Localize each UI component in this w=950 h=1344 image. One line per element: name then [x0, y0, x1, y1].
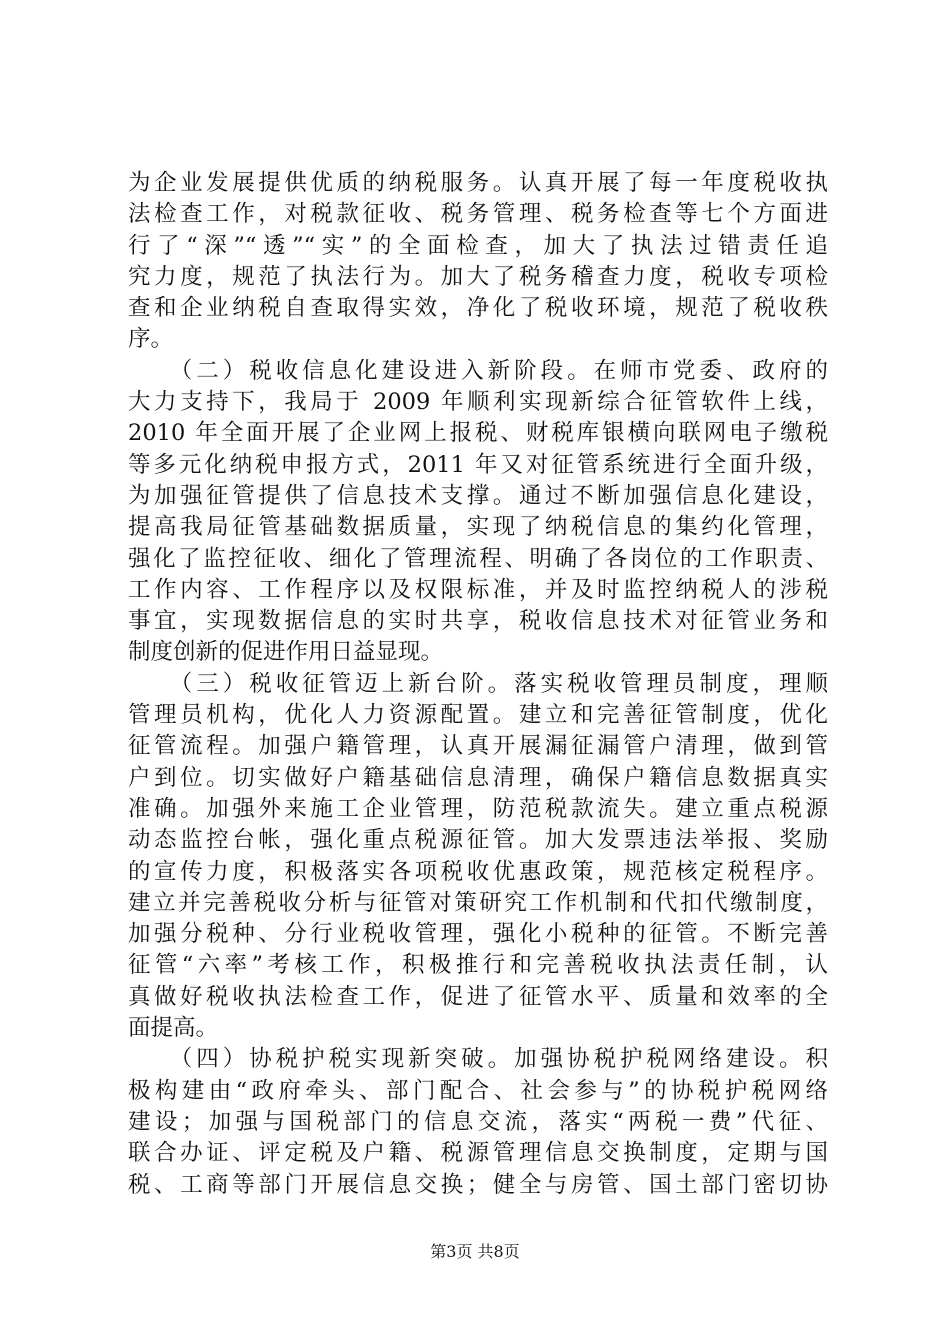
text-line: 究力度，规范了执法行为。加大了税务稽查力度，税收专项检 [128, 263, 828, 290]
text-line: 工作内容、工作程序以及权限标准，并及时监控纳税人的涉税 [128, 576, 828, 603]
text-line: 户到位。切实做好户籍基础信息清理，确保户籍信息数据真实 [128, 764, 828, 791]
text-line: 事宜，实现数据信息的实时共享，税收信息技术对征管业务和 [128, 608, 828, 635]
text-line: （二）税收信息化建设进入新阶段。在师市党委、政府的 [128, 357, 828, 384]
text-line: 行了“深”“透”“实”的全面检查，加大了执法过错责任追 [128, 232, 828, 259]
text-line: 强化了监控征收、细化了管理流程、明确了各岗位的工作职责、 [128, 545, 828, 572]
text-line: 为加强征管提供了信息技术支撑。通过不断加强信息化建设， [128, 482, 828, 509]
text-line: 面提高。 [128, 1015, 219, 1042]
text-line: 法检查工作，对税款征收、税务管理、税务检查等七个方面进 [128, 201, 828, 228]
text-line: 查和企业纳税自查取得实效，净化了税收环境，规范了税收秩 [128, 295, 828, 322]
text-line: 管理员机构，优化人力资源配置。建立和完善征管制度，优化 [128, 702, 828, 729]
text-line: （四）协税护税实现新突破。加强协税护税网络建设。积 [128, 1046, 828, 1073]
text-line: 建设；加强与国税部门的信息交流，落实“两税一费”代征、 [128, 1108, 828, 1135]
text-line: 真做好税收执法检查工作，促进了征管水平、质量和效率的全 [128, 983, 828, 1010]
text-line: 为企业发展提供优质的纳税服务。认真开展了每一年度税收执 [128, 170, 828, 196]
text-line: 的宣传力度，积极落实各项税收优惠政策，规范核定税程序。 [128, 858, 828, 885]
text-line: 大力支持下，我局于 2009 年顺利实现新综合征管软件上线， [128, 389, 828, 416]
text-line: 制度创新的促进作用日益显现。 [128, 639, 444, 666]
text-line: 极构建由“政府牵头、部门配合、社会参与”的协税护税网络 [128, 1077, 828, 1104]
text-line: 征管流程。加强户籍管理，认真开展漏征漏管户清理，做到管 [128, 733, 828, 760]
page-footer: 第3页 共8页 [430, 1242, 520, 1261]
text-line: 动态监控台帐，强化重点税源征管。加大发票违法举报、奖励 [128, 827, 828, 854]
text-line: 加强分税种、分行业税收管理，强化小税种的征管。不断完善 [128, 921, 828, 948]
text-line: 2010 年全面开展了企业网上报税、财税库银横向联网电子缴税 [128, 420, 828, 447]
text-line: 序。 [128, 326, 174, 353]
text-line: 征管“六率”考核工作，积极推行和完善税收执法责任制，认 [128, 952, 828, 979]
body-text [128, 168, 828, 1201]
text-line: 税、工商等部门开展信息交换；健全与房管、国土部门密切协 [128, 1171, 828, 1198]
text-line: 等多元化纳税申报方式，2011 年又对征管系统进行全面升级， [128, 451, 828, 478]
text-line: 建立并完善税收分析与征管对策研究工作机制和代扣代缴制度， [128, 889, 828, 916]
text-line: 提高我局征管基础数据质量，实现了纳税信息的集约化管理， [128, 514, 828, 541]
text-line: （三）税收征管迈上新台阶。落实税收管理员制度，理顺 [128, 670, 828, 697]
text-line: 联合办证、评定税及户籍、税源管理信息交换制度，定期与国 [128, 1140, 828, 1167]
text-line: 准确。加强外来施工企业管理，防范税款流失。建立重点税源 [128, 795, 828, 822]
